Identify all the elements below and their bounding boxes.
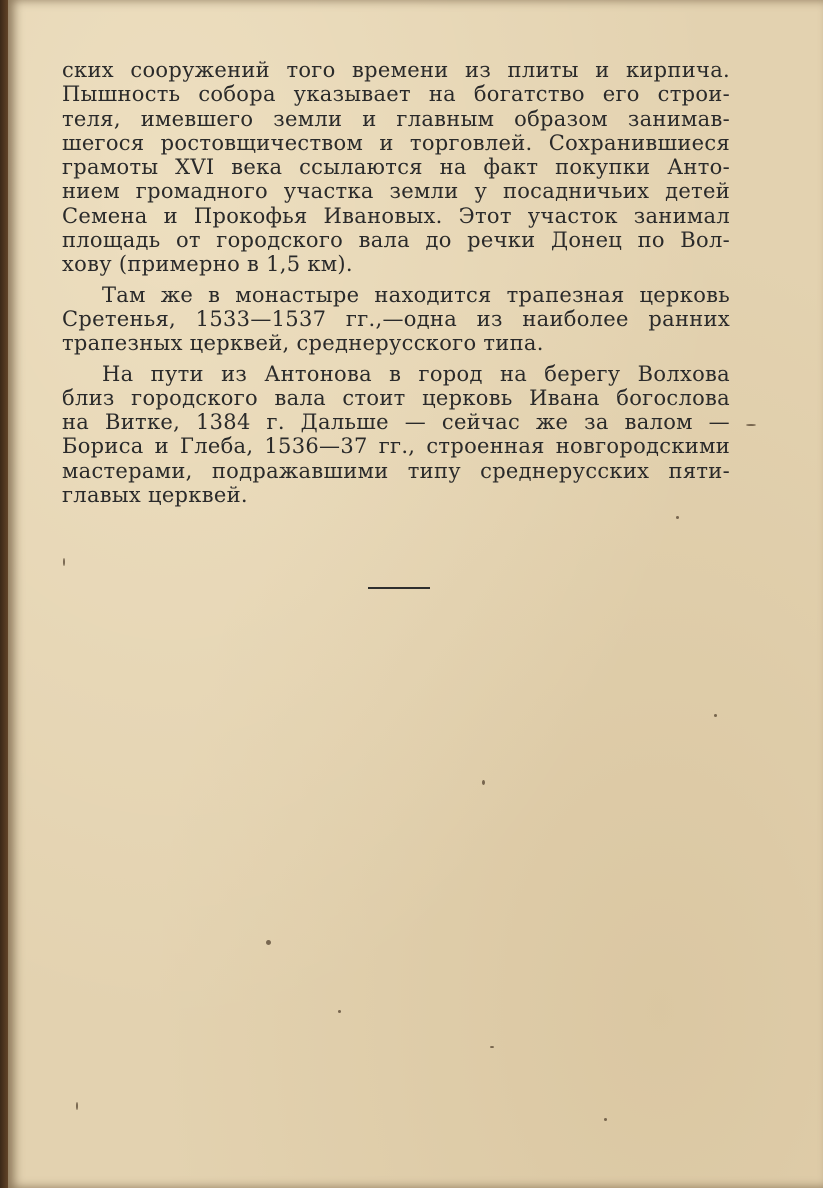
paper-speck <box>63 558 65 566</box>
section-divider-rule <box>368 587 430 589</box>
text-line: шегося ростовщичеством и торговлей. Сохранившиеся <box>62 130 730 155</box>
text-line: теля, имевшего земли и главным образом занимав- <box>62 106 730 131</box>
paragraph-2 <box>62 283 730 356</box>
paper-speck <box>338 1010 341 1013</box>
paper-speck <box>490 1046 494 1048</box>
text-line: Бориса и Глеба, 1536—37 гг., строенная новгородскими <box>62 434 730 459</box>
text-line: грамоты XVI века ссылаются на факт покупки Анто- <box>62 155 730 180</box>
paragraph-1 <box>62 58 730 277</box>
paper-speck <box>714 714 717 717</box>
paper-speck <box>76 1102 78 1110</box>
paper-speck <box>482 780 485 785</box>
book-page <box>8 0 823 1188</box>
text-line: трапезных церквей, среднерусского типа. <box>62 331 544 356</box>
paper-speck <box>746 424 756 426</box>
body-text <box>62 58 730 507</box>
paper-speck <box>676 516 679 519</box>
text-line: нием громадного участка земли у посадничьих детей <box>62 179 730 204</box>
text-line: мастерами, подражавшими типу среднерусских пяти- <box>62 458 730 483</box>
text-line: Семена и Прокофья Ивановых. Этот участок занимал <box>62 203 730 228</box>
text-line: На пути из Антонова в город на берегу Волхова <box>102 361 730 386</box>
text-line: главых церквей. <box>62 483 248 508</box>
paper-speck <box>604 1118 607 1121</box>
text-line: Там же в монастыре находится трапезная церковь <box>102 282 730 307</box>
paper-speck <box>266 940 271 945</box>
text-line: Пышность собора указывает на богатство его строи- <box>62 82 730 107</box>
text-line: близ городского вала стоит церковь Ивана богослова <box>62 385 730 410</box>
text-line: хову (примерно в 1,5 км). <box>62 252 353 277</box>
text-line: ских сооружений того времени из плиты и кирпича. <box>62 58 730 82</box>
text-line: Сретенья, 1533—1537 гг.,—одна из наиболее ранних <box>62 306 730 331</box>
text-line: площадь от городского вала до речки Донец по Вол- <box>62 228 730 253</box>
paragraph-3 <box>62 362 730 508</box>
text-line: на Витке, 1384 г. Дальше — сейчас же за валом — <box>62 410 730 435</box>
